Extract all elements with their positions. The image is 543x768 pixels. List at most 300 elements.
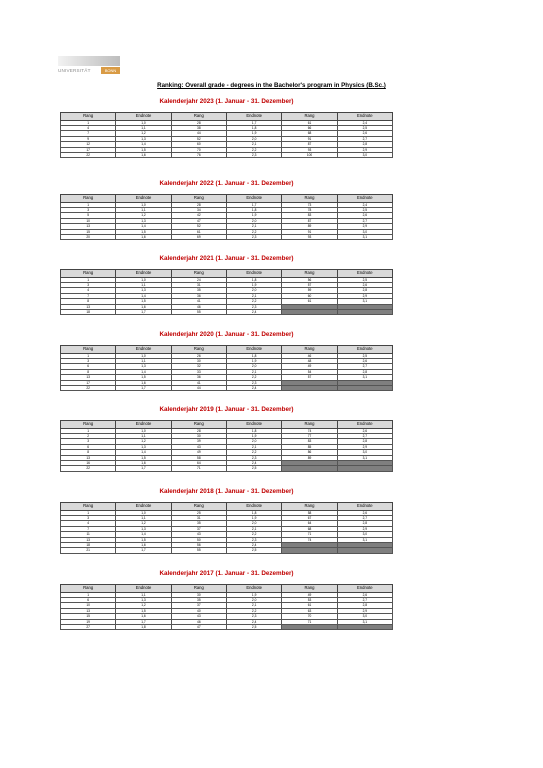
table-cell: 1 — [61, 592, 116, 597]
table-cell: 4 — [61, 288, 116, 293]
table-cell: 2,0 — [226, 597, 281, 602]
table-cell: 5 — [61, 213, 116, 218]
table-cell: 57 — [282, 375, 337, 380]
table-cell: 2,6 — [337, 358, 392, 363]
table-cell: 1,4 — [116, 369, 171, 374]
table-cell: 9 — [61, 136, 116, 141]
table-cell: 3,1 — [337, 537, 392, 542]
table-cell: 44 — [171, 385, 226, 390]
table-header-row — [61, 585, 393, 593]
table-cell: 46 — [171, 304, 226, 309]
table-cell: 2,7 — [337, 433, 392, 438]
table-cell: 47 — [171, 218, 226, 223]
table-cell: 1,2 — [116, 131, 171, 136]
table-cell: 7 — [61, 131, 116, 136]
table-cell: 89 — [282, 224, 337, 229]
table-cell: 2,0 — [226, 288, 281, 293]
table-cell: 2,3 — [226, 614, 281, 619]
table-cell: 1,7 — [226, 120, 281, 125]
table-cell: 43 — [171, 614, 226, 619]
table-cell: 24 — [171, 277, 226, 282]
table-cell: 36 — [171, 293, 226, 298]
table-cell: 15 — [61, 229, 116, 234]
column-header: Rang — [282, 421, 337, 429]
table-cell: 93 — [282, 147, 337, 152]
table-cell: 61 — [282, 120, 337, 125]
column-header: Endnote — [116, 585, 171, 593]
table-cell: 26 — [171, 353, 226, 358]
table-cell: 3,0 — [337, 229, 392, 234]
table-cell: 2,2 — [226, 532, 281, 537]
table-cell: 58 — [171, 455, 226, 460]
table-cell: 1,9 — [226, 592, 281, 597]
table-cell: 56 — [171, 542, 226, 547]
column-header: Endnote — [337, 503, 392, 511]
table-cell: 1,0 — [116, 277, 171, 282]
table-cell: 31 — [171, 515, 226, 520]
table-cell: 1,3 — [116, 364, 171, 369]
table-cell: 1,9 — [226, 515, 281, 520]
table-cell: 2,8 — [337, 521, 392, 526]
table-cell: 3,1 — [337, 455, 392, 460]
table-cell: 1,5 — [116, 299, 171, 304]
column-header: Rang — [282, 503, 337, 511]
table-cell: 2,4 — [226, 385, 281, 390]
table-cell: 70 — [282, 614, 337, 619]
column-header: Endnote — [337, 270, 392, 278]
table-cell: 54 — [282, 369, 337, 374]
table-cell — [282, 466, 337, 471]
table-cell: 49 — [282, 592, 337, 597]
table-cell: 57 — [282, 282, 337, 287]
table-cell: 1 — [61, 510, 116, 515]
table-cell: 13 — [61, 537, 116, 542]
table-cell: 1 — [61, 202, 116, 207]
table-cell: 2,3 — [226, 537, 281, 542]
table-cell: 71 — [171, 466, 226, 471]
table-cell: 7 — [61, 293, 116, 298]
table-cell: 44 — [171, 131, 226, 136]
table-cell: 1,5 — [116, 537, 171, 542]
table-cell: 1,1 — [116, 282, 171, 287]
column-header: Endnote — [226, 113, 281, 121]
table-cell: 22 — [61, 466, 116, 471]
table-cell: 47 — [171, 624, 226, 629]
table-row — [61, 309, 393, 314]
table-cell: 2,8 — [337, 603, 392, 608]
table-cell: 2,5 — [226, 466, 281, 471]
logo-tag: BONN — [101, 67, 120, 74]
table-cell: 1,2 — [116, 213, 171, 218]
table-cell: 3,1 — [337, 234, 392, 239]
table-cell: 43 — [171, 532, 226, 537]
table-cell: 1,3 — [116, 218, 171, 223]
table-cell: 61 — [282, 299, 337, 304]
table-cell: 1 — [61, 353, 116, 358]
table-cell: 43 — [171, 444, 226, 449]
table-cell: 22 — [61, 152, 116, 157]
table-cell: 1,6 — [116, 542, 171, 547]
table-cell: 36 — [171, 375, 226, 380]
column-header: Rang — [282, 113, 337, 121]
table-cell: 71 — [282, 619, 337, 624]
table-cell: 13 — [61, 455, 116, 460]
table-cell: 61 — [282, 603, 337, 608]
table-cell: 2,1 — [226, 603, 281, 608]
column-header: Rang — [61, 346, 116, 354]
column-header: Endnote — [226, 585, 281, 593]
table-cell — [282, 309, 337, 314]
table-cell: 1,9 — [226, 131, 281, 136]
table-cell: 8 — [61, 299, 116, 304]
table-cell: 1,4 — [116, 450, 171, 455]
table-header-row — [61, 421, 393, 429]
table-cell: 3,0 — [337, 614, 392, 619]
table-cell: 1,8 — [226, 125, 281, 130]
table-cell: 1,1 — [116, 358, 171, 363]
table-cell: 2,1 — [226, 444, 281, 449]
table-cell: 69 — [171, 234, 226, 239]
table-cell: 1,9 — [226, 213, 281, 218]
table-cell: 70 — [171, 147, 226, 152]
year-title: Kalenderjahr 2018 (1. Januar - 31. Dezember) — [159, 488, 294, 495]
table-cell: 1,6 — [116, 234, 171, 239]
table-cell: 16 — [61, 460, 116, 465]
table-cell: 42 — [171, 213, 226, 218]
table-cell: 27 — [61, 624, 116, 629]
table-cell: 33 — [171, 369, 226, 374]
table-cell: 1,7 — [116, 309, 171, 314]
table-row — [61, 548, 393, 553]
table-cell: 1,3 — [116, 444, 171, 449]
table-row — [61, 624, 393, 629]
ranking-table — [60, 420, 393, 472]
table-cell: 1,4 — [116, 224, 171, 229]
table-cell: 1,6 — [116, 152, 171, 157]
table-cell: 1,3 — [116, 526, 171, 531]
table-cell: 6 — [61, 597, 116, 602]
table-cell: 2,0 — [226, 439, 281, 444]
table-cell: 2,1 — [226, 142, 281, 147]
ranking-table — [60, 502, 393, 554]
table-cell: 2,6 — [337, 592, 392, 597]
table-cell: 66 — [282, 125, 337, 130]
table-cell: 68 — [282, 131, 337, 136]
table-cell: 93 — [282, 234, 337, 239]
table-cell: 1,8 — [226, 277, 281, 282]
column-header: Endnote — [226, 195, 281, 203]
ranking-table — [60, 345, 393, 391]
table-header-row — [61, 503, 393, 511]
column-header: Rang — [61, 503, 116, 511]
table-cell: 55 — [171, 309, 226, 314]
table-cell: 1,7 — [226, 202, 281, 207]
table-cell: 100 — [282, 152, 337, 157]
table-cell: 2,6 — [337, 510, 392, 515]
table-cell: 10 — [61, 218, 116, 223]
table-cell: 2,0 — [226, 521, 281, 526]
table-cell: 2,6 — [337, 282, 392, 287]
table-cell: 2,9 — [337, 147, 392, 152]
column-header: Rang — [61, 585, 116, 593]
table-cell: 6 — [61, 444, 116, 449]
table-cell — [337, 466, 392, 471]
table-cell: 1,9 — [226, 433, 281, 438]
table-cell: 1,4 — [116, 532, 171, 537]
table-cell: 1,8 — [116, 624, 171, 629]
page-title: Ranking: Overall grade - degrees in the Bachelor's program in Physics (B.Sc.) — [157, 82, 386, 89]
table-cell: 2,4 — [226, 619, 281, 624]
table-cell: 2,9 — [337, 526, 392, 531]
table-cell: 2,0 — [226, 136, 281, 141]
table-cell: 46 — [171, 619, 226, 624]
year-title: Kalenderjahr 2022 (1. Januar - 31. Dezember) — [159, 180, 294, 187]
table-cell: 63 — [282, 608, 337, 613]
table-cell: 3 — [61, 439, 116, 444]
table-cell: 2,2 — [226, 299, 281, 304]
table-cell: 2,3 — [226, 152, 281, 157]
table-cell: 1,2 — [116, 603, 171, 608]
table-cell: 1,3 — [116, 136, 171, 141]
table-cell: 3,0 — [337, 450, 392, 455]
table-cell: 13 — [61, 304, 116, 309]
table-cell: 2,2 — [226, 147, 281, 152]
table-cell: 1,5 — [116, 229, 171, 234]
table-cell: 35 — [171, 288, 226, 293]
table-cell: 71 — [282, 532, 337, 537]
table-cell: 2,2 — [226, 375, 281, 380]
table-cell: 1,7 — [116, 385, 171, 390]
table-cell: 1,0 — [116, 120, 171, 125]
table-cell: 89 — [282, 455, 337, 460]
column-header: Endnote — [337, 113, 392, 121]
table-cell — [282, 624, 337, 629]
table-cell: 8 — [61, 369, 116, 374]
table-cell: 1,8 — [226, 510, 281, 515]
table-cell: 35 — [171, 521, 226, 526]
table-cell: 74 — [282, 537, 337, 542]
table-header-row — [61, 195, 393, 203]
column-header: Rang — [282, 346, 337, 354]
column-header: Rang — [171, 346, 226, 354]
table-cell: 39 — [171, 439, 226, 444]
table-cell: 60 — [171, 142, 226, 147]
table-cell: 1,6 — [116, 460, 171, 465]
table-cell: 2,6 — [337, 213, 392, 218]
table-cell: 83 — [282, 213, 337, 218]
table-cell: 64 — [282, 521, 337, 526]
table-cell: 2,5 — [226, 624, 281, 629]
table-cell: 1,0 — [116, 428, 171, 433]
table-cell: 1,8 — [226, 353, 281, 358]
table-cell — [337, 309, 392, 314]
table-cell: 68 — [282, 526, 337, 531]
table-cell: 48 — [282, 358, 337, 363]
table-cell: 1,3 — [116, 288, 171, 293]
table-cell: 2,6 — [337, 428, 392, 433]
table-header-row — [61, 346, 393, 354]
column-header: Rang — [282, 270, 337, 278]
table-cell: 10 — [61, 603, 116, 608]
table-cell: 22 — [61, 385, 116, 390]
table-cell: 28 — [171, 120, 226, 125]
ranking-table — [60, 194, 393, 240]
year-title: Kalenderjahr 2023 (1. Januar - 31. Dezember) — [159, 98, 294, 105]
table-cell: 1,8 — [226, 207, 281, 212]
table-cell: 2,1 — [226, 293, 281, 298]
column-header: Rang — [61, 195, 116, 203]
table-cell: 67 — [282, 515, 337, 520]
university-logo — [58, 56, 120, 76]
table-cell: 2,9 — [337, 224, 392, 229]
table-cell — [282, 548, 337, 553]
table-cell: 1,1 — [116, 592, 171, 597]
table-cell — [282, 385, 337, 390]
table-cell: 61 — [171, 229, 226, 234]
table-cell: 2,7 — [337, 515, 392, 520]
table-cell: 78 — [282, 207, 337, 212]
table-row — [61, 385, 393, 390]
table-cell: 2,3 — [226, 455, 281, 460]
table-cell: 2,9 — [337, 444, 392, 449]
table-cell: 52 — [171, 224, 226, 229]
table-cell: 1 — [61, 277, 116, 282]
table-cell: 12 — [61, 142, 116, 147]
table-cell: 1,6 — [116, 304, 171, 309]
table-cell: 1,3 — [116, 597, 171, 602]
table-cell: 4 — [61, 521, 116, 526]
table-cell: 11 — [61, 532, 116, 537]
table-cell: 1,5 — [116, 147, 171, 152]
table-cell: 2,0 — [226, 218, 281, 223]
table-cell: 3 — [61, 358, 116, 363]
table-cell: 41 — [171, 299, 226, 304]
column-header: Endnote — [337, 195, 392, 203]
table-cell: 1,7 — [116, 466, 171, 471]
table-cell: 30 — [171, 592, 226, 597]
column-header: Endnote — [226, 346, 281, 354]
table-cell: 7 — [61, 526, 116, 531]
table-cell: 28 — [171, 202, 226, 207]
column-header: Endnote — [337, 585, 392, 593]
table-cell — [337, 548, 392, 553]
table-cell: 73 — [282, 202, 337, 207]
table-cell: 2,0 — [226, 364, 281, 369]
table-cell — [337, 385, 392, 390]
column-header: Endnote — [337, 346, 392, 354]
table-cell: 1 — [61, 120, 116, 125]
table-cell: 1,1 — [116, 207, 171, 212]
table-cell: 1,1 — [116, 433, 171, 438]
table-cell: 1,4 — [116, 142, 171, 147]
table-cell: 1,2 — [116, 439, 171, 444]
table-cell: 52 — [171, 136, 226, 141]
column-header: Rang — [282, 195, 337, 203]
table-cell: 1,9 — [226, 282, 281, 287]
table-cell: 74 — [282, 428, 337, 433]
table-cell: 1,0 — [116, 353, 171, 358]
table-cell: 3,1 — [337, 375, 392, 380]
table-cell: 2,4 — [226, 542, 281, 547]
table-cell: 2,1 — [226, 526, 281, 531]
table-header-row — [61, 270, 393, 278]
column-header: Endnote — [116, 195, 171, 203]
ranking-table — [60, 584, 393, 630]
table-cell: 37 — [171, 603, 226, 608]
table-cell: 64 — [171, 460, 226, 465]
table-cell: 2,4 — [226, 309, 281, 314]
table-cell: 35 — [171, 597, 226, 602]
table-cell: 3,1 — [337, 299, 392, 304]
table-row — [61, 234, 393, 239]
table-cell: 2,8 — [337, 369, 392, 374]
table-cell: 41 — [171, 380, 226, 385]
table-cell: 1,4 — [116, 293, 171, 298]
table-cell: 1,0 — [116, 510, 171, 515]
table-cell: 15 — [61, 614, 116, 619]
column-header: Rang — [171, 270, 226, 278]
table-cell: 2,7 — [337, 218, 392, 223]
column-header: Rang — [282, 585, 337, 593]
table-cell: 2,2 — [226, 608, 281, 613]
table-cell: 2,4 — [337, 202, 392, 207]
table-cell: 58 — [282, 510, 337, 515]
table-cell: 83 — [282, 439, 337, 444]
table-cell: 2,6 — [337, 131, 392, 136]
table-cell: 13 — [61, 608, 116, 613]
table-cell: 20 — [61, 234, 116, 239]
table-cell: 53 — [282, 597, 337, 602]
table-cell: 2,2 — [226, 450, 281, 455]
column-header: Rang — [61, 270, 116, 278]
column-header: Endnote — [116, 270, 171, 278]
table-row — [61, 152, 393, 157]
column-header: Endnote — [226, 270, 281, 278]
table-cell: 3,0 — [337, 152, 392, 157]
table-cell: 13 — [61, 375, 116, 380]
table-cell: 17 — [61, 380, 116, 385]
table-cell: 85 — [282, 444, 337, 449]
table-cell: 2,4 — [337, 120, 392, 125]
table-cell: 2,8 — [337, 142, 392, 147]
table-cell: 91 — [282, 136, 337, 141]
table-cell: 2,5 — [337, 277, 392, 282]
column-header: Endnote — [116, 421, 171, 429]
column-header: Rang — [171, 195, 226, 203]
table-cell: 2,3 — [226, 304, 281, 309]
table-cell: 1,6 — [116, 380, 171, 385]
table-cell: 87 — [282, 218, 337, 223]
column-header: Endnote — [226, 503, 281, 511]
table-cell: 31 — [171, 282, 226, 287]
table-cell: 1,1 — [116, 125, 171, 130]
table-cell: 1,5 — [116, 608, 171, 613]
column-header: Rang — [61, 113, 116, 121]
table-cell: 30 — [171, 358, 226, 363]
table-header-row — [61, 113, 393, 121]
table-cell: 1,7 — [116, 548, 171, 553]
column-header: Rang — [61, 421, 116, 429]
table-cell: 87 — [282, 142, 337, 147]
year-title: Kalenderjahr 2021 (1. Januar - 31. Dezember) — [159, 255, 294, 262]
table-cell: 4 — [61, 125, 116, 130]
table-cell: 76 — [171, 152, 226, 157]
table-cell: 37 — [171, 526, 226, 531]
table-cell: 49 — [171, 450, 226, 455]
table-cell: 50 — [171, 537, 226, 542]
table-cell: 2,9 — [337, 293, 392, 298]
table-cell: 2,7 — [337, 597, 392, 602]
